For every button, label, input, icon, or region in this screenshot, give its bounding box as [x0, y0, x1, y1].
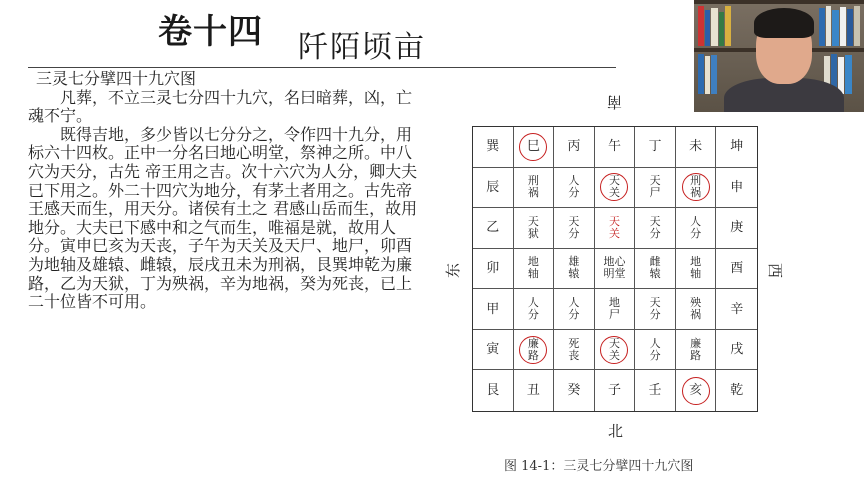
grid-cell	[595, 289, 636, 330]
grid-cell	[554, 208, 595, 249]
grid-cell-label: 廉 路	[527, 336, 539, 362]
grid-cell-label: 刑 祸	[527, 174, 539, 200]
grid-cell-label: 丑	[526, 383, 540, 399]
grid-cell	[473, 370, 514, 411]
grid-cell	[473, 168, 514, 209]
grid-cell	[716, 370, 757, 411]
grid-cell	[676, 330, 717, 371]
grid-cell-label: 艮	[486, 383, 500, 399]
grid-cell	[554, 168, 595, 209]
grid-cell	[716, 289, 757, 330]
grid-cell-label: 卯	[486, 260, 500, 276]
grid-cell-label: 地 尸	[608, 296, 620, 322]
grid-cell	[473, 249, 514, 290]
grid-cell	[554, 289, 595, 330]
grid-cell-label: 壬	[648, 383, 662, 399]
grid-cell	[514, 168, 555, 209]
grid-cell	[635, 289, 676, 330]
paragraph-1: 凡葬，不立三灵七分四十九穴，名曰暗葬，凶，亡魂不宁。	[28, 87, 413, 126]
grid-cell	[473, 330, 514, 371]
grid-cell-label: 乙	[486, 220, 500, 236]
grid-cell-label: 天 关	[608, 174, 620, 200]
grid-cell-label: 天 关	[608, 214, 620, 240]
grid-cell	[514, 127, 555, 168]
grid-cell-label: 人 分	[649, 336, 661, 362]
grid-cell-label: 刑 祸	[690, 174, 702, 200]
grid-cell-label: 人 分	[690, 214, 702, 240]
paragraph-2: 既得吉地，多少皆以七分分之，令作四十九分，用标六十四枚。正中一分名曰地心明堂，祭神之所。中八穴为天分，古先 帝王用之吉。次十六穴为人分，卿大夫已下用之。外二十四穴为地分，有茅土者用之。古先帝王感天而生，用天分。诸侯有土之 君感山岳而生，故用地分。大夫已下感中和之气而生，唯福是就，故用人分。寅申巳亥为天丧，子午为天关及天尸、地尸，卯酉为地轴及雄辕、雌辕，辰戌丑未为刑祸，艮巽坤乾为廉路，乙为天狱，丁为殃祸，辛为地祸，癸为死丧，已上二十位皆不可用。	[28, 124, 418, 312]
grid-cell	[635, 127, 676, 168]
grid-cell	[635, 370, 676, 411]
chapter-title: 阡陌顷亩	[298, 30, 426, 65]
grid-cell-label: 天 尸	[649, 174, 661, 200]
grid-cell	[595, 330, 636, 371]
grid-cell-label: 地心 明堂	[603, 255, 626, 281]
grid-cell	[514, 330, 555, 371]
grid-cell-label: 坤	[730, 139, 744, 155]
dir-east: 东	[444, 262, 463, 279]
grid-cell-label: 天 关	[608, 336, 620, 362]
grid-cell	[554, 330, 595, 371]
grid-cell	[514, 208, 555, 249]
grid-cell	[716, 249, 757, 290]
grid-cell-label: 辛	[730, 301, 744, 317]
grid-cell-label: 酉	[730, 260, 744, 276]
grid-cell-label: 地 轴	[527, 255, 539, 281]
grid-cell	[595, 208, 636, 249]
grid-cell-label: 人 分	[527, 296, 539, 322]
grid-cell-label: 庚	[730, 220, 744, 236]
grid-cell	[716, 330, 757, 371]
dir-south: 南	[607, 93, 623, 111]
grid-cell-label: 癸	[567, 383, 581, 399]
chapter-number: 卷十四	[158, 12, 263, 52]
grid-cell-label: 人 分	[568, 296, 580, 322]
grid-cell-label: 廉 路	[690, 336, 702, 362]
section-heading: 三灵七分擘四十九穴图	[36, 69, 197, 88]
figure-caption: 图 14-1：三灵七分擘四十九穴图	[504, 459, 694, 474]
grid-cell	[473, 289, 514, 330]
body-text	[28, 70, 418, 312]
grid-cell-label: 天 分	[649, 214, 661, 240]
grid-cell-label: 巳	[526, 139, 540, 155]
grid-cell	[554, 370, 595, 411]
dir-north: 北	[608, 422, 624, 440]
webcam-overlay	[694, 0, 864, 112]
dir-west: 西	[766, 262, 785, 279]
grid-cell-label: 戌	[730, 342, 744, 358]
grid-cell	[676, 370, 717, 411]
grid-cell	[595, 249, 636, 290]
grid-cell	[676, 127, 717, 168]
grid-cell-label: 未	[689, 139, 703, 155]
grid-cell	[676, 249, 717, 290]
grid-cell-label: 丁	[648, 139, 662, 155]
grid-cell-label: 地 轴	[690, 255, 702, 281]
grid-cell-label: 子	[607, 383, 621, 399]
grid-cell-label: 雌 辕	[649, 255, 661, 281]
grid-cell-label: 丙	[567, 139, 581, 155]
grid-cell	[716, 168, 757, 209]
grid-cell	[635, 249, 676, 290]
presenter-hair	[754, 8, 814, 38]
grid-cell-label: 申	[730, 179, 744, 195]
grid-cell	[514, 289, 555, 330]
grid-cell	[514, 249, 555, 290]
grid-cell	[554, 127, 595, 168]
grid-cell	[635, 168, 676, 209]
grid-cell-label: 巽	[486, 139, 500, 155]
grid-cell-label: 甲	[486, 301, 500, 317]
grid-cell	[716, 208, 757, 249]
grid-cell	[716, 127, 757, 168]
grid-cell-label: 寅	[486, 342, 500, 358]
grid-cell-label: 天 分	[649, 296, 661, 322]
grid-cell	[635, 330, 676, 371]
grid-cell	[676, 289, 717, 330]
grid-cell-label: 天 狱	[527, 214, 539, 240]
grid-cell	[595, 370, 636, 411]
grid-cell	[473, 127, 514, 168]
grid-cell	[554, 249, 595, 290]
grid-cell	[514, 370, 555, 411]
grid-cell	[635, 208, 676, 249]
grid-cell-label: 雄 辕	[568, 255, 580, 281]
grid-cell-label: 死 丧	[568, 336, 580, 362]
grid-cell-label: 辰	[486, 179, 500, 195]
grid-cell-label: 殃 祸	[690, 296, 702, 322]
grid-cell	[676, 208, 717, 249]
grid-diagram	[472, 126, 758, 412]
title-rule	[28, 67, 616, 68]
grid-cell-label: 午	[607, 139, 621, 155]
grid-cell	[473, 208, 514, 249]
grid-cell	[676, 168, 717, 209]
grid-cell	[595, 127, 636, 168]
grid-cell	[595, 168, 636, 209]
grid-cell-label: 亥	[689, 383, 703, 399]
grid-cell-label: 人 分	[568, 174, 580, 200]
grid-cell-label: 天 分	[568, 214, 580, 240]
grid-cell-label: 乾	[730, 383, 744, 399]
